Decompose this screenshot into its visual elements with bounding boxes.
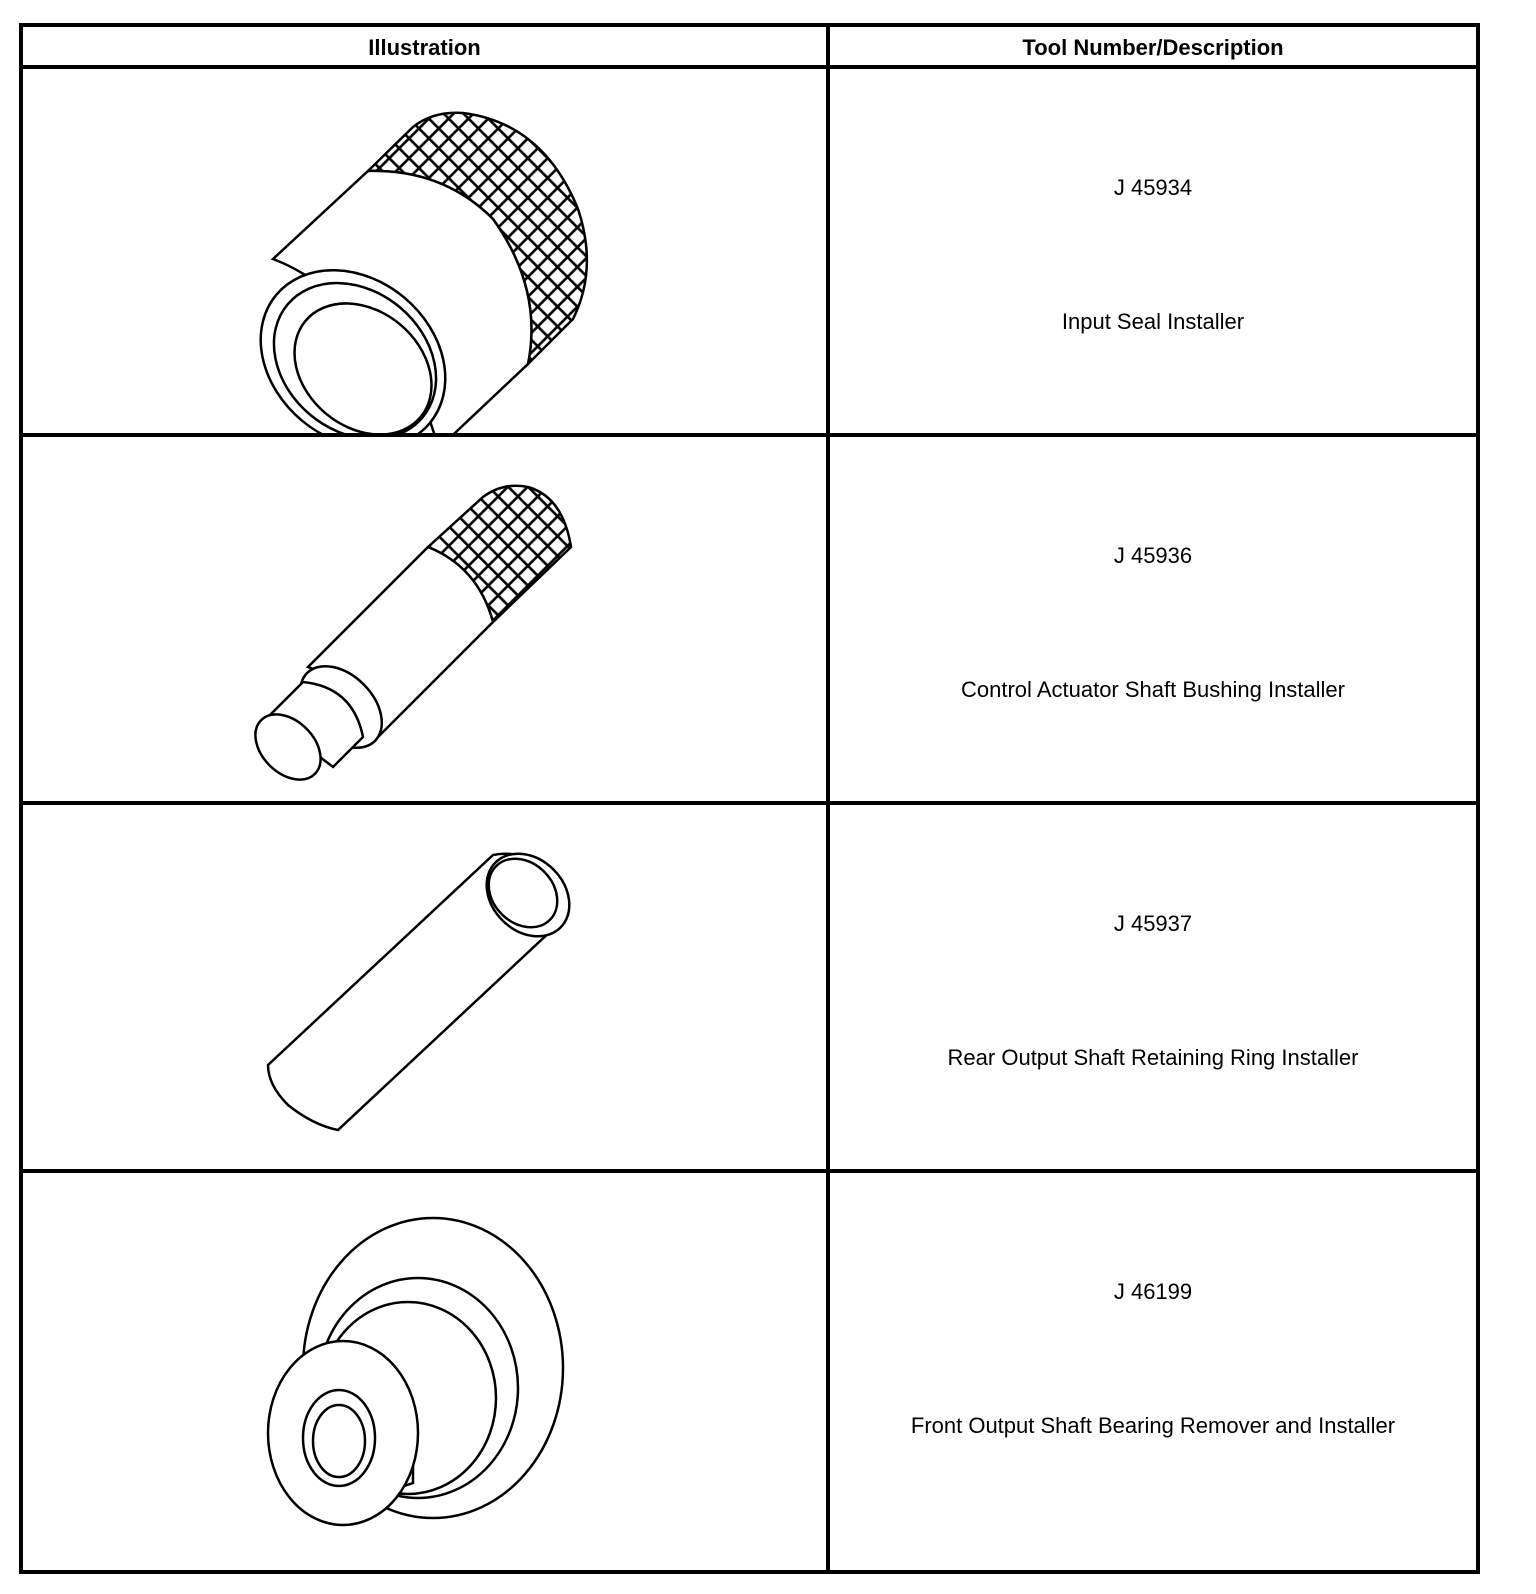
table-row <box>23 69 1476 433</box>
tool-number: J 45934 <box>1113 175 1193 200</box>
input-seal-installer-icon <box>23 69 826 433</box>
shaft-bushing-installer-icon <box>23 437 826 801</box>
tool-description: Control Actuator Shaft Bushing Installer <box>961 677 1345 702</box>
table-row <box>23 437 1476 801</box>
header-illustration: Illustration <box>368 35 481 60</box>
tool-description: Rear Output Shaft Retaining Ring Installer <box>947 1045 1359 1070</box>
description-cell <box>830 437 1476 801</box>
description-cell <box>830 805 1476 1169</box>
description-cell <box>830 1173 1476 1574</box>
illustration-cell <box>23 69 826 433</box>
tool-table <box>19 23 1480 1574</box>
tool-description: Front Output Shaft Bearing Remover and Installer <box>910 1413 1396 1438</box>
illustration-cell <box>23 437 826 801</box>
tool-number: J 46199 <box>1113 1279 1193 1304</box>
illustration-cell <box>23 805 826 1169</box>
tool-description: Input Seal Installer <box>1061 309 1245 334</box>
description-cell <box>830 69 1476 433</box>
table-row <box>23 1173 1476 1574</box>
table-row <box>23 805 1476 1169</box>
header-tool-number-description: Tool Number/Description <box>1022 35 1284 60</box>
illustration-cell <box>23 1173 826 1574</box>
tool-number: J 45937 <box>1113 911 1193 936</box>
bearing-remover-installer-icon <box>23 1173 826 1574</box>
tool-number: J 45936 <box>1113 543 1193 568</box>
retaining-ring-installer-icon <box>23 805 826 1169</box>
